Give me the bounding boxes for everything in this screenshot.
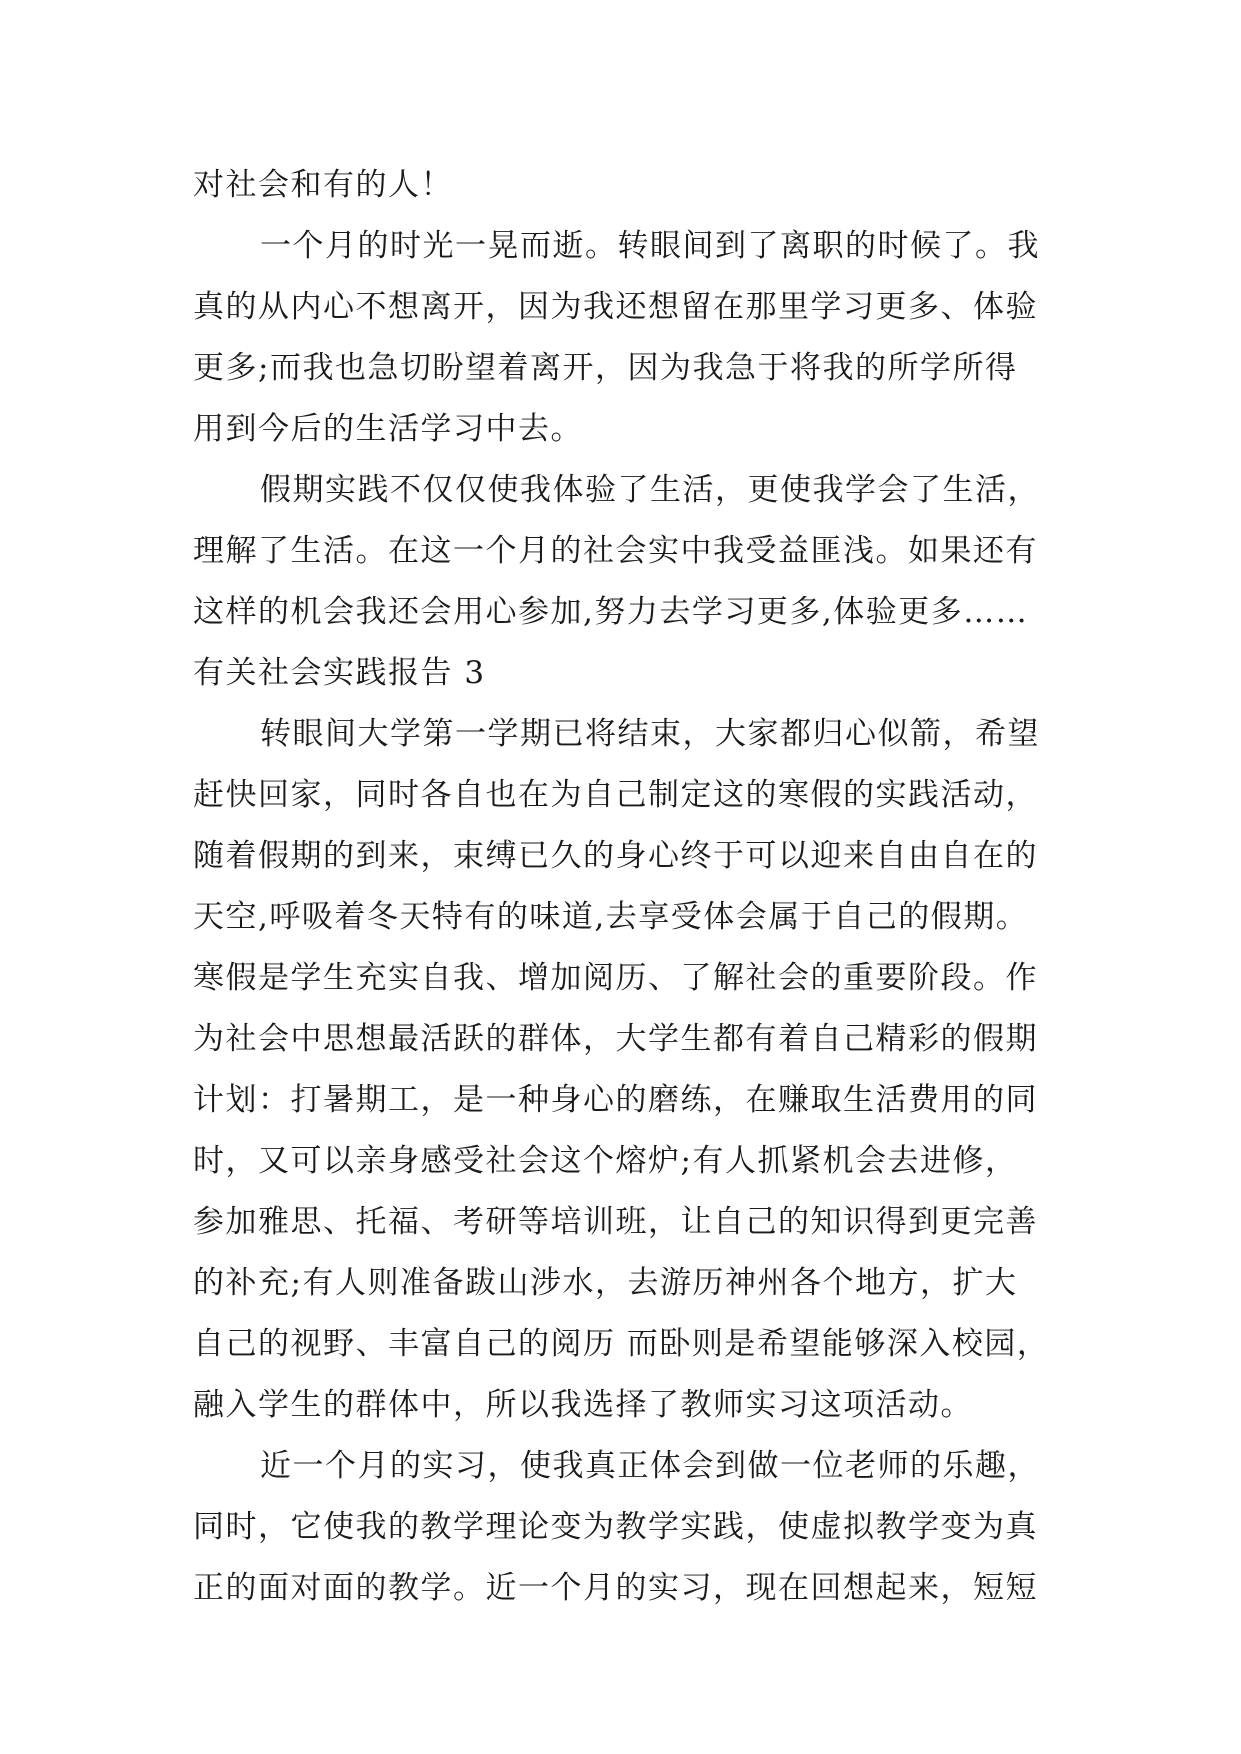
text-line: 时，又可以亲身感受社会这个熔炉;有人抓紧机会去进修， <box>193 1143 1018 1179</box>
text-line: 自己的视野、丰富自己的阅历 而卧则是希望能够深入校园， <box>193 1326 1050 1362</box>
text-line: 这样的机会我还会用心参加,努力去学习更多,体验更多…… <box>193 594 1029 630</box>
text-line: 寒假是学生充实自我、增加阅历、了解社会的重要阶段。作 <box>193 960 1038 996</box>
text-line: 正的面对面的教学。近一个月的实习，现在回想起来，短短 <box>193 1570 1038 1606</box>
text-line: 对社会和有的人！ <box>193 167 453 203</box>
text-line: 近一个月的实习，使我真正体会到做一位老师的乐趣， <box>260 1448 1040 1484</box>
text-line: 参加雅思、托福、考研等培训班，让自己的知识得到更完善 <box>193 1204 1038 1240</box>
text-line: 转眼间大学第一学期已将结束，大家都归心似箭，希望 <box>260 716 1040 752</box>
text-line: 同时，它使我的教学理论变为教学实践，使虚拟教学变为真 <box>193 1509 1038 1545</box>
text-line: 随着假期的到来，束缚已久的身心终于可以迎来自由自在的 <box>193 838 1038 874</box>
text-line: 为社会中思想最活跃的群体，大学生都有着自己精彩的假期 <box>193 1021 1038 1057</box>
section-heading: 有关社会实践报告 3 <box>193 655 486 691</box>
text-line: 理解了生活。在这一个月的社会实中我受益匪浅。如果还有 <box>193 533 1038 569</box>
text-line: 用到今后的生活学习中去。 <box>193 411 583 447</box>
text-line: 更多;而我也急切盼望着离开，因为我急于将我的所学所得 <box>193 350 1018 386</box>
text-line: 假期实践不仅仅使我体验了生活，更使我学会了生活， <box>260 472 1040 508</box>
text-line: 天空,呼吸着冬天特有的味道,去享受体会属于自己的假期。 <box>193 899 1029 935</box>
text-line: 一个月的时光一晃而逝。转眼间到了离职的时候了。我 <box>260 228 1040 264</box>
text-line: 的补充;有人则准备跋山涉水，去游历神州各个地方，扩大 <box>193 1265 1018 1301</box>
text-line: 赶快回家，同时各自也在为自己制定这的寒假的实践活动， <box>193 777 1038 813</box>
text-line: 真的从内心不想离开，因为我还想留在那里学习更多、体验 <box>193 289 1038 325</box>
text-line: 融入学生的群体中，所以我选择了教师实习这项活动。 <box>193 1387 973 1423</box>
text-line: 计划：打暑期工，是一种身心的磨练，在赚取生活费用的同 <box>193 1082 1038 1118</box>
